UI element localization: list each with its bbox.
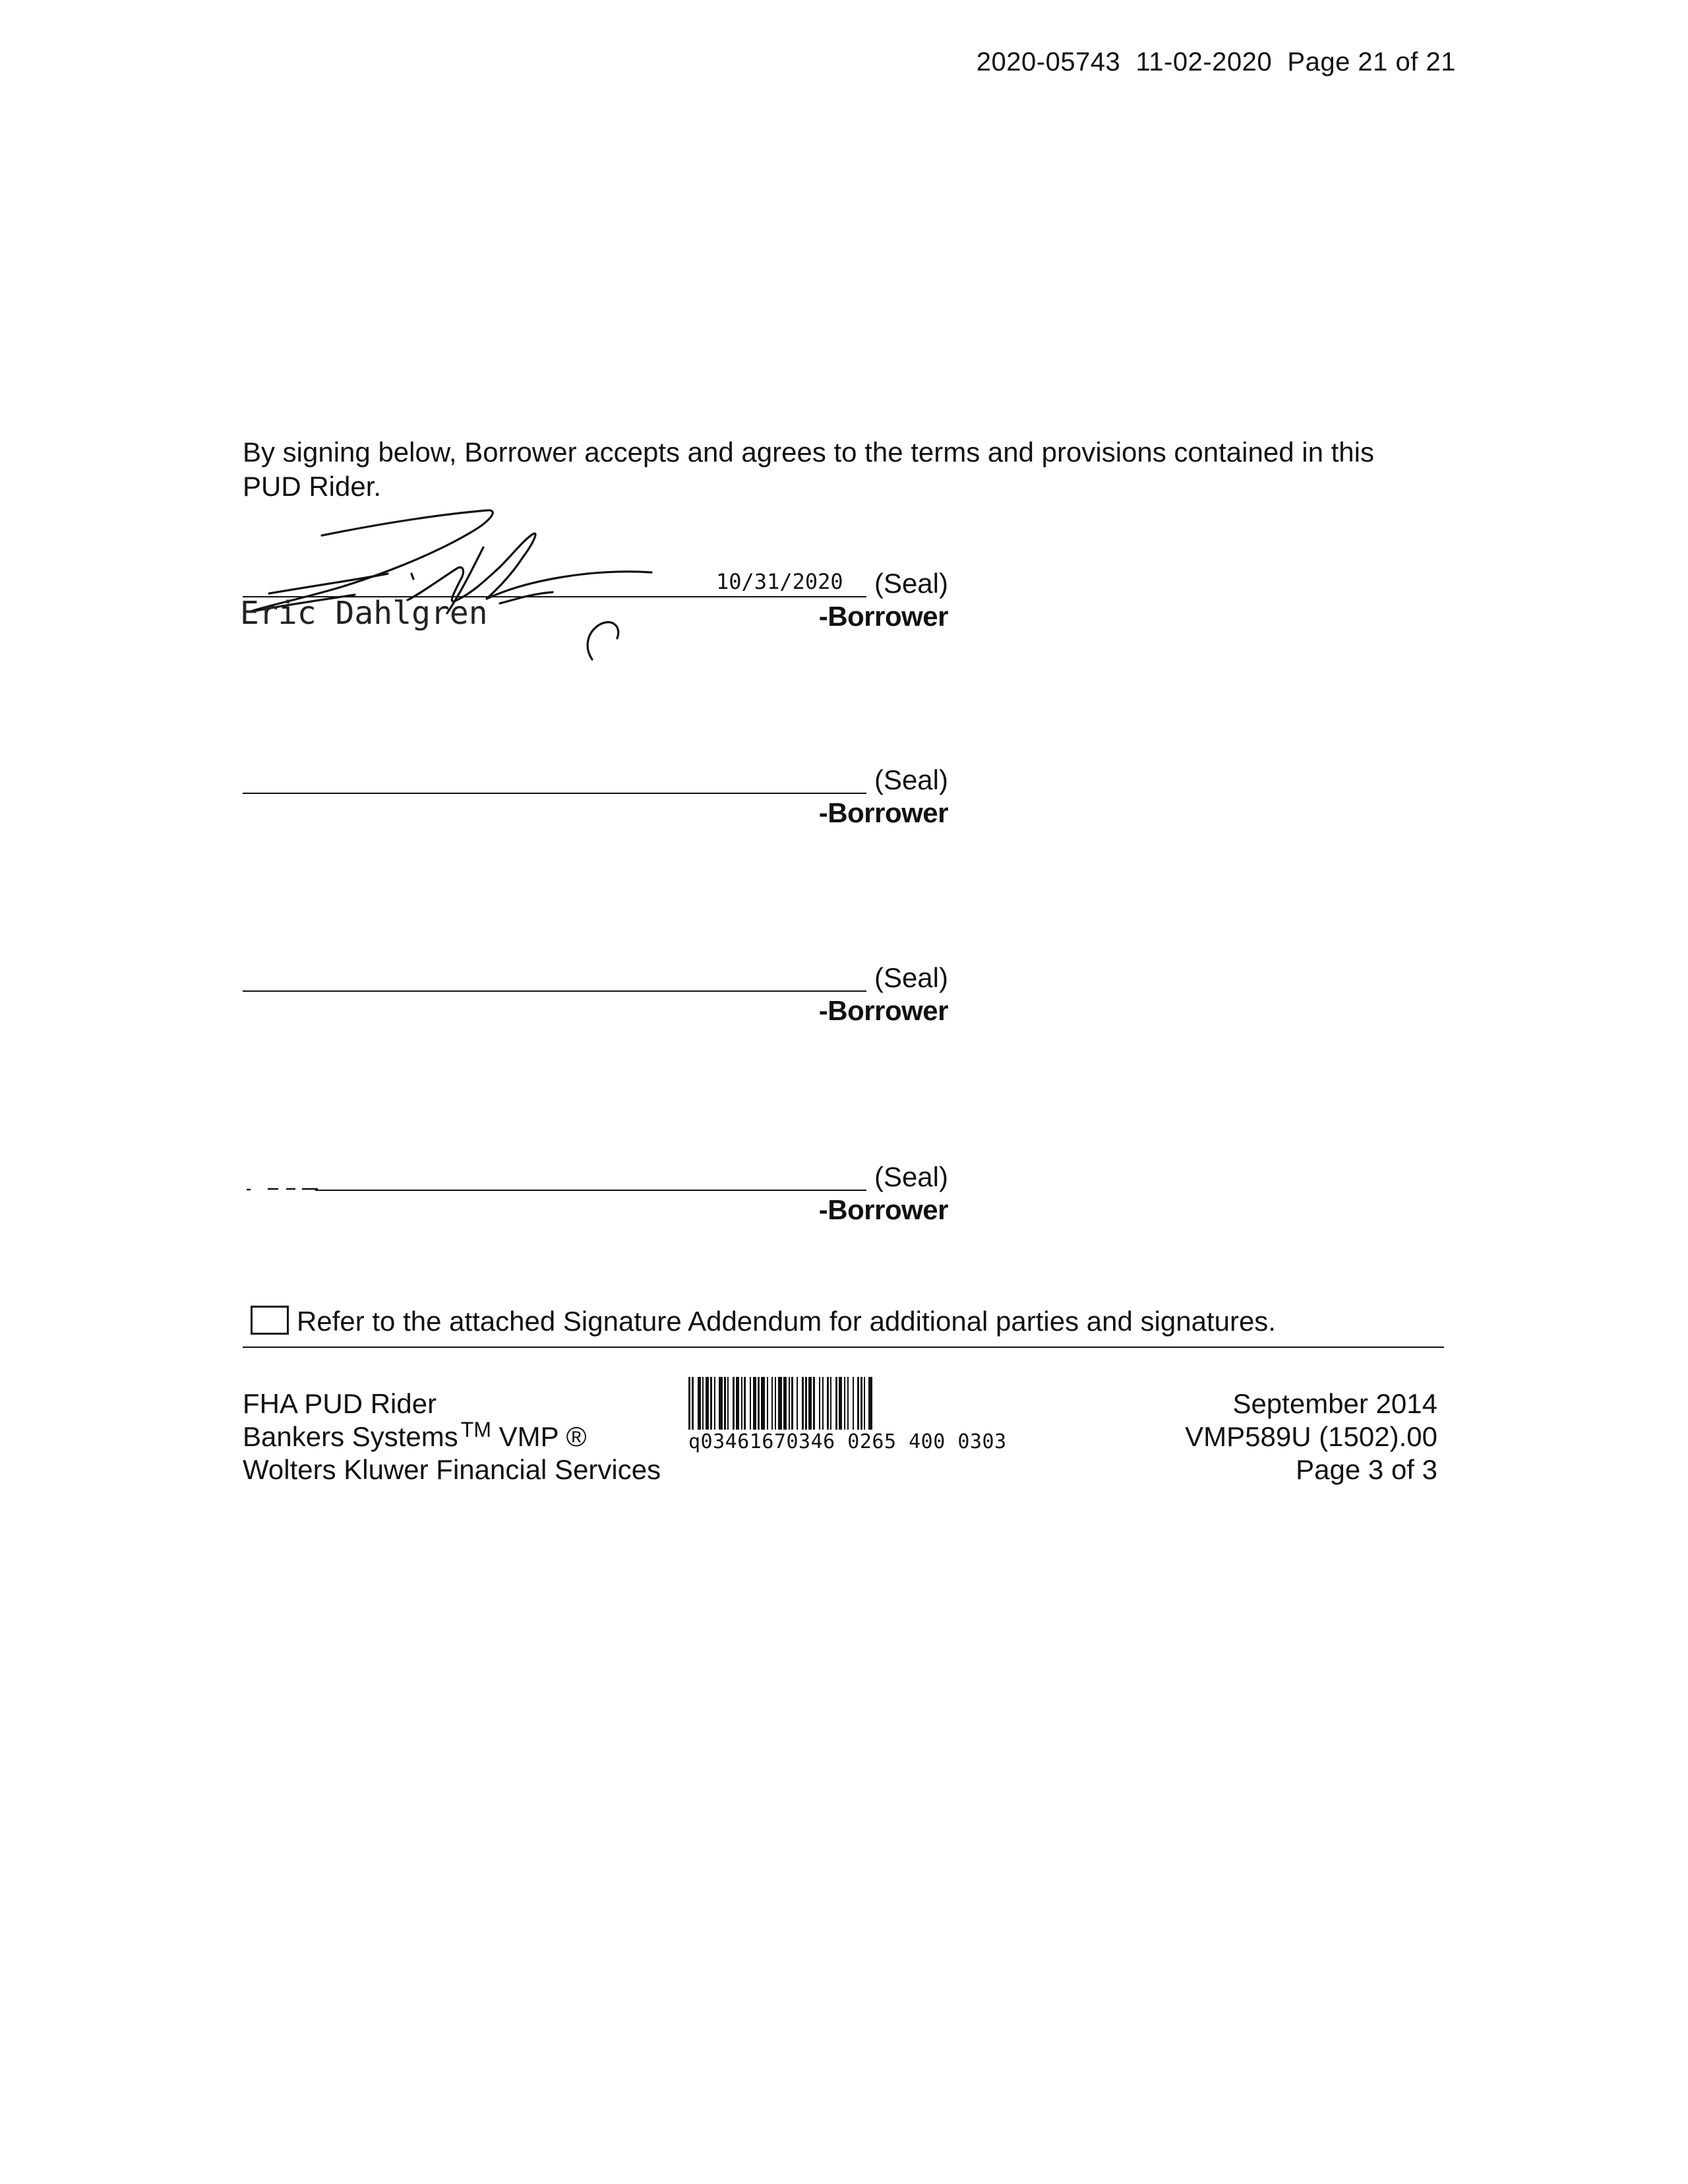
form-date: September 2014	[1232, 1388, 1437, 1419]
barcode-bar	[710, 1377, 712, 1430]
signature-line[interactable]	[315, 1190, 866, 1191]
barcode-bar	[789, 1377, 790, 1430]
barcode-bar	[736, 1377, 739, 1430]
seal-label: (Seal)	[874, 1161, 948, 1192]
seal-label: (Seal)	[874, 568, 948, 599]
barcode-bar	[844, 1377, 845, 1430]
barcode-bar	[771, 1377, 773, 1430]
handwritten-signature	[223, 495, 684, 666]
barcode-bar	[706, 1377, 709, 1430]
scan-artifact-marks	[245, 1186, 318, 1191]
footer-divider	[243, 1347, 1444, 1348]
barcode-bar	[775, 1377, 776, 1430]
form-title: FHA PUD Rider	[243, 1388, 437, 1419]
trademark-mark: TM	[460, 1418, 491, 1441]
barcode-bar	[767, 1377, 768, 1430]
borrower-label: -Borrower	[818, 995, 948, 1026]
barcode-number: q03461670346 0265 400 0303	[688, 1430, 1007, 1453]
barcode-bar	[727, 1377, 729, 1430]
seal-label: (Seal)	[874, 962, 948, 993]
barcode-bar	[853, 1377, 854, 1430]
form-code: VMP589U (1502).00	[1185, 1421, 1437, 1452]
barcode-bar	[758, 1377, 760, 1430]
signer-name: Eric Dahlgren	[240, 595, 488, 632]
footer-publisher	[243, 1387, 661, 1486]
barcode-bar	[702, 1377, 704, 1430]
signature-date: 10/31/2020	[716, 569, 843, 594]
barcode-bar	[714, 1377, 715, 1430]
barcode-bar	[813, 1377, 815, 1430]
barcode-bar	[778, 1377, 782, 1430]
barcode-bars	[688, 1377, 1160, 1430]
addendum-text: Refer to the attached Signature Addendum for additional parties and signatures.	[297, 1306, 1276, 1337]
barcode-bar	[830, 1377, 831, 1430]
barcode-bar	[835, 1377, 837, 1430]
signature-block-4	[243, 1161, 948, 1233]
barcode-bar	[839, 1377, 842, 1430]
signature-block-3	[243, 961, 948, 1034]
barcode-bar	[733, 1377, 735, 1430]
barcode-bar	[805, 1377, 807, 1430]
recording-stamp: 2020-05743 11-02-2020 Page 21 of 21	[976, 47, 1456, 76]
barcode-bar	[864, 1377, 865, 1430]
barcode-bar	[857, 1377, 859, 1430]
addendum-row	[251, 1304, 1276, 1339]
barcode-bar	[698, 1377, 701, 1430]
form-page-number: Page 3 of 3	[1296, 1454, 1437, 1485]
agreement-text: By signing below, Borrower accepts and agrees to the terms and provisions contained in this PUD Rider.	[243, 437, 1374, 502]
barcode-bar	[692, 1377, 694, 1430]
barcode-bar	[860, 1377, 862, 1430]
barcode-bar	[724, 1377, 726, 1430]
borrower-label: -Borrower	[818, 1194, 948, 1225]
barcode-bar	[808, 1377, 812, 1430]
barcode-bar	[750, 1377, 751, 1430]
barcode-bar	[753, 1377, 756, 1430]
seal-label: (Seal)	[874, 764, 948, 795]
signature-block-2	[243, 764, 948, 836]
barcode-bar	[822, 1377, 824, 1430]
barcode-bar	[761, 1377, 765, 1430]
signature-block-1	[240, 567, 948, 640]
barcode-bar	[741, 1377, 742, 1430]
addendum-checkbox[interactable]	[251, 1306, 289, 1335]
barcode	[688, 1377, 1163, 1453]
borrower-label: -Borrower	[818, 601, 948, 632]
publisher-line: Bankers Systems ™ VMP ®	[243, 1418, 587, 1452]
barcode-bar	[791, 1377, 793, 1430]
barcode-bar	[827, 1377, 829, 1430]
barcode-bar	[802, 1377, 804, 1430]
barcode-bar	[819, 1377, 820, 1430]
barcode-bar	[744, 1377, 746, 1430]
barcode-bar	[868, 1377, 872, 1430]
company-name: Wolters Kluwer Financial Services	[243, 1454, 661, 1485]
barcode-bar	[797, 1377, 798, 1430]
footer-form-info	[1185, 1387, 1437, 1486]
barcode-bar	[688, 1377, 690, 1430]
barcode-bar	[847, 1377, 849, 1430]
borrower-label: -Borrower	[818, 797, 948, 828]
barcode-bar	[783, 1377, 787, 1430]
signature-line[interactable]	[243, 793, 866, 794]
barcode-bar	[719, 1377, 723, 1430]
signature-line[interactable]	[243, 990, 866, 992]
